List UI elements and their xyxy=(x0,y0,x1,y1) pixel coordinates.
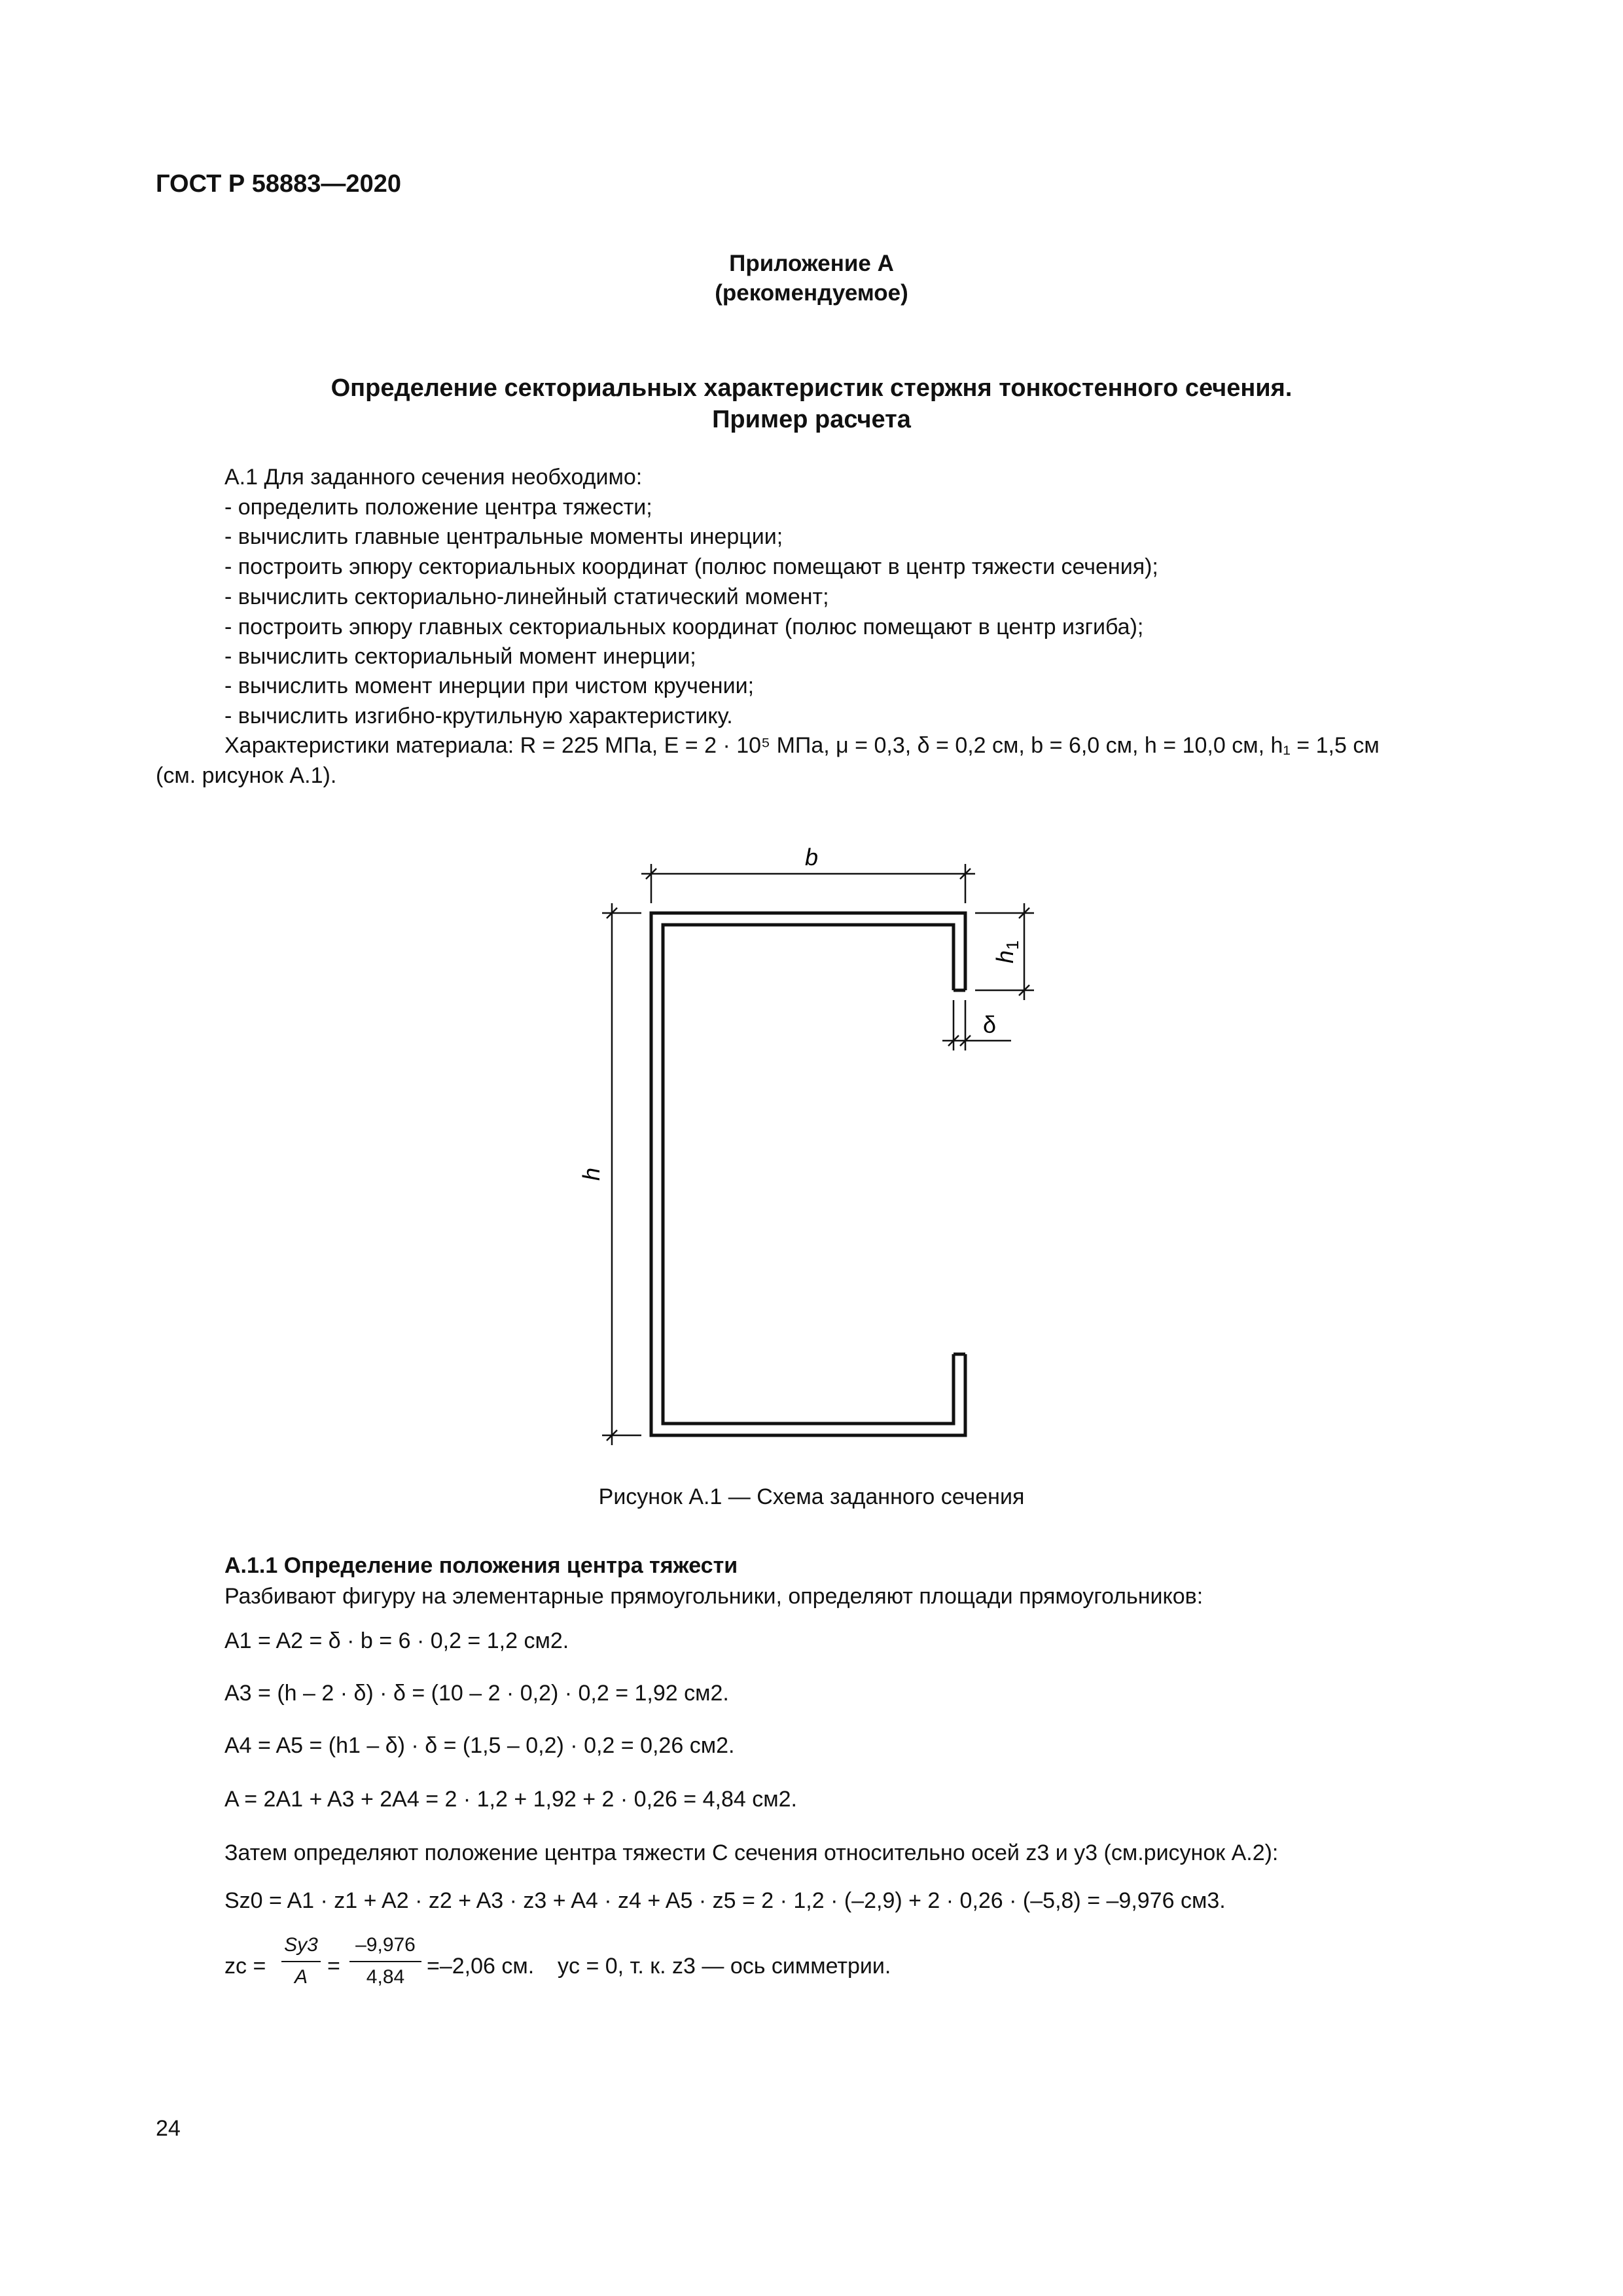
figure-caption: Рисунок А.1 — Схема заданного сечения xyxy=(598,1484,1025,1509)
section-title-line2: Пример расчета xyxy=(712,406,911,433)
channel-outline xyxy=(651,913,965,1435)
eq-equals: = xyxy=(327,1954,340,1979)
list-item: - построить эпюру секториальных координат (полюс помещают в центр тяжести сечения); xyxy=(224,554,1158,579)
equation-total-area: A = 2A1 + A3 + 2A4 = 2 · 1,2 + 1,92 + 2 · 0,26 = 4,84 см2. xyxy=(224,1787,797,1812)
equation-a3: A3 = (h – 2 · δ) · δ = (10 – 2 · 0,2) · 0,2 = 1,92 см2. xyxy=(224,1681,729,1706)
dimension-lines xyxy=(602,864,1034,1445)
fraction-1-bar xyxy=(281,1961,321,1962)
fraction-1-numerator: Sy3 xyxy=(284,1934,318,1956)
subsection-intro: Разбивают фигуру на элементарные прямоугольники, определяют площади прямоугольников: xyxy=(224,1584,1204,1609)
list-item: - вычислить изгибно-крутильную характеристику. xyxy=(224,704,733,728)
svg-text:h: h xyxy=(991,950,1018,964)
dimension-label-h1 xyxy=(991,941,1022,963)
svg-text:1: 1 xyxy=(1003,940,1022,950)
dimension-label-h: h xyxy=(578,1167,605,1181)
material-values: R = 225 МПа, E = 2 · 10⁵ МПа, μ = 0,3, δ = 0,2 см, b = 6,0 см, h = 10,0 см, h₁ = 1,5 см xyxy=(520,733,1380,758)
equation-a1-a2: A1 = A2 = δ · b = 6 · 0,2 = 1,2 см2. xyxy=(224,1628,569,1653)
eq-tail: yc = 0, т. к. z3 — ось симметрии. xyxy=(558,1954,891,1979)
centroid-text: Затем определяют положение центра тяжести C сечения относительно осей z3 и y3 (см.рисунок А.2): xyxy=(224,1840,1279,1865)
eq-result: =–2,06 см. xyxy=(427,1954,535,1979)
fraction-2-bar xyxy=(349,1961,421,1962)
intro-lead: А.1 Для заданного сечения необходимо: xyxy=(224,465,643,490)
equation-static-moment: Sz0 = A1 · z1 + A2 · z2 + A3 · z3 + A4 · z4 + A5 · z5 = 2 · 1,2 · (–2,9) + 2 · 0,26 · (–5,8) = –9,976 см3. xyxy=(224,1888,1226,1913)
list-item: - построить эпюру главных секториальных координат (полюс помещают в центр изгиба); xyxy=(224,615,1144,639)
section-title-line1: Определение секториальных характеристик стержня тонкостенного сечения. xyxy=(330,374,1293,402)
list-item: - вычислить момент инерции при чистом кручении; xyxy=(224,673,755,698)
list-item: - вычислить секториально-линейный статический момент; xyxy=(224,584,829,609)
document-header: ГОСТ Р 58883—2020 xyxy=(156,170,401,198)
material-prefix: Характеристики материала: xyxy=(224,733,514,758)
fraction-2-numerator: –9,976 xyxy=(355,1934,416,1956)
appendix-status: (рекомендуемое) xyxy=(715,280,908,306)
list-item: - определить положение центра тяжести; xyxy=(224,495,652,520)
subsection-heading: А.1.1 Определение положения центра тяжести xyxy=(224,1553,738,1578)
dimension-label-delta: δ xyxy=(982,1011,997,1038)
list-item: - вычислить секториальный момент инерции; xyxy=(224,644,696,669)
list-item: - вычислить главные центральные моменты инерции; xyxy=(224,524,783,549)
eq-lhs: zc = xyxy=(224,1954,266,1979)
dimension-label-b: b xyxy=(804,844,819,870)
page-number: 24 xyxy=(156,2116,181,2141)
fraction-2-denominator: 4,84 xyxy=(366,1966,405,1988)
equation-a4-a5: A4 = A5 = (h1 – δ) · δ = (1,5 – 0,2) · 0,2 = 0,26 см2. xyxy=(224,1733,735,1758)
material-reference: (см. рисунок А.1). xyxy=(156,763,337,788)
appendix-title: Приложение А xyxy=(729,251,894,276)
fraction-1-denominator: A xyxy=(294,1966,308,1988)
